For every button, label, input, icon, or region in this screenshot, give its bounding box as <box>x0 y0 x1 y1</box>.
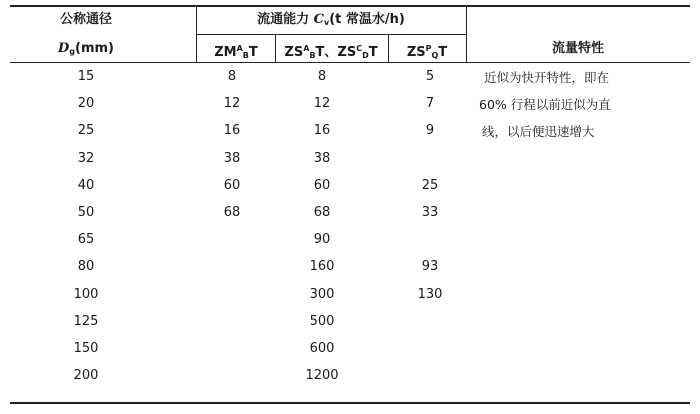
header-zs-pq-series: $ZS^P_QT$ <box>406 44 448 60</box>
characteristic-note-line-1: 近似为快开特性，即在 <box>484 70 610 85</box>
zm-cell: 68 <box>223 205 241 220</box>
header-divider-4 <box>466 6 467 63</box>
zm-cell: 60 <box>223 178 241 193</box>
header-zs-ab-cd-series: $ZS^A_BT$、$ZS^C_DT$ <box>284 44 378 60</box>
dn-cell: 32 <box>77 151 95 166</box>
table-bottom-rule <box>10 402 690 404</box>
zm-cell: 16 <box>223 123 241 138</box>
zs-pq-cell: 93 <box>421 259 439 274</box>
dn-cell: 40 <box>77 178 95 193</box>
zs-ab-cd-cell: 12 <box>313 96 331 111</box>
dn-cell: 20 <box>77 96 95 111</box>
header-zm-series: $ZM^A_BT$ <box>214 44 258 60</box>
dn-cell: 65 <box>77 232 95 247</box>
header-dn-title: 公称通径 <box>59 12 113 27</box>
dn-cell: 125 <box>73 314 99 329</box>
zs-ab-cd-cell: 160 <box>309 259 335 274</box>
zs-pq-cell: 130 <box>417 287 443 302</box>
zs-ab-cd-cell: 8 <box>317 69 327 84</box>
zs-pq-cell: 33 <box>421 205 439 220</box>
header-divider-2 <box>275 34 276 63</box>
characteristic-note-line-3: 线，以后便迅速增大 <box>482 124 595 139</box>
header-divider-1 <box>196 6 197 63</box>
zm-cell: 38 <box>223 151 241 166</box>
zs-ab-cd-cell: 300 <box>309 287 335 302</box>
header-divider-3 <box>388 34 389 63</box>
zs-ab-cd-cell: 90 <box>313 232 331 247</box>
group-header-rule <box>196 34 466 35</box>
zs-pq-cell: 5 <box>425 69 435 84</box>
zs-ab-cd-cell: 38 <box>313 151 331 166</box>
dn-cell: 100 <box>73 287 99 302</box>
zs-pq-cell: 9 <box>425 123 435 138</box>
header-flow-capacity: 流通能力 $C_v(t$ 常温水/h) <box>257 12 405 27</box>
dn-cell: 200 <box>73 368 99 383</box>
zs-ab-cd-cell: 1200 <box>305 368 339 383</box>
zm-cell: 12 <box>223 96 241 111</box>
characteristic-note-line-2: 60% 行程以前近似为直 <box>479 97 611 112</box>
dn-cell: 50 <box>77 205 95 220</box>
zs-ab-cd-cell: 500 <box>309 314 335 329</box>
table-top-rule <box>10 5 690 7</box>
zm-cell: 8 <box>227 69 237 84</box>
zs-pq-cell: 25 <box>421 178 439 193</box>
dn-cell: 15 <box>77 69 95 84</box>
zs-ab-cd-cell: 68 <box>313 205 331 220</box>
zs-pq-cell: 7 <box>425 96 435 111</box>
dn-cell: 150 <box>73 341 99 356</box>
zs-ab-cd-cell: 60 <box>313 178 331 193</box>
zs-ab-cd-cell: 16 <box>313 123 331 138</box>
header-dn-unit: $D_g(mm)$ <box>58 41 114 56</box>
dn-cell: 25 <box>77 123 95 138</box>
zs-ab-cd-cell: 600 <box>309 341 335 356</box>
header-flow-characteristic: 流量特性 <box>551 41 605 56</box>
dn-cell: 80 <box>77 259 95 274</box>
